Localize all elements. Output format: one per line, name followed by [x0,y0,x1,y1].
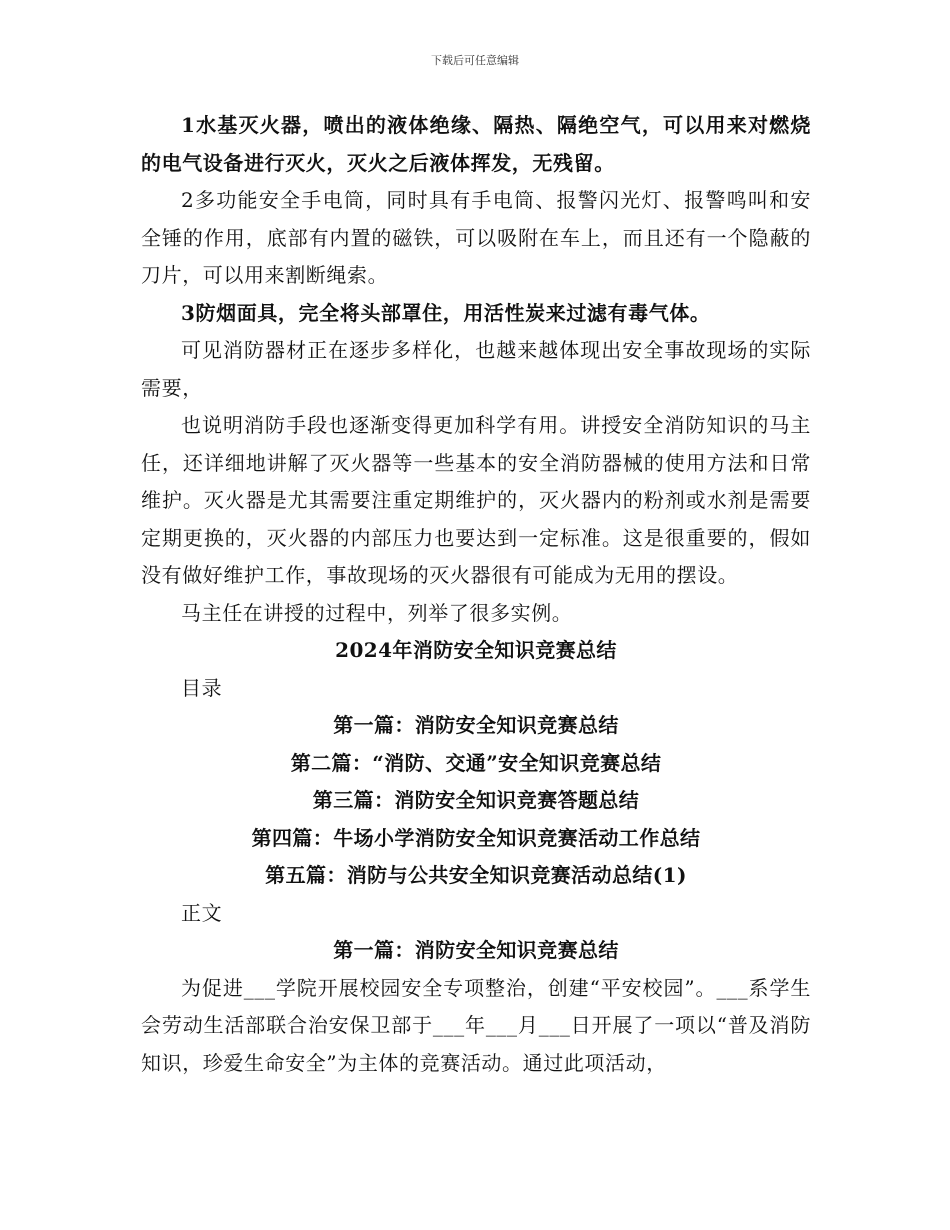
paragraph-smoke-mask: 3防烟面具，完全将头部罩住，用活性炭来过滤有毒气体。 [181,300,711,325]
body-label: 正文 [181,900,223,925]
toc-label: 目录 [181,675,223,700]
paragraph-flashlight: 2多功能安全手电筒，同时具有手电筒、报警闪光灯、报警鸣叫和安全锤的作用，底部有内置的磁铁，可以吸附在车上，而且还有一个隐蔽的刀片，可以用来割断绳索。 [141,188,811,287]
paragraph-maintenance: 也说明消防手段也逐渐变得更加科学有用。讲授安全消防知识的马主任，还详细地讲解了灭火器等一些基本的安全消防器械的使用方法和日常维护。灭火器是尤其需要注重定期维护的，灭火器内的粉剂或水剂是需要定期更换的，灭火器的内部压力也要达到一定标准。这是很重要的，假如没有做好维护工作，事故现场的灭火器很有可能成为无用的摆设。 [141,413,811,587]
paragraph-water-extinguisher: 1水基灭火器，喷出的液体绝缘、隔热、隔绝空气，可以用来对燃烧的电气设备进行灭火，灭火之后液体挥发，无残留。 [141,113,811,175]
paragraph-examples: 马主任在讲授的过程中，列举了很多实例。 [181,600,573,625]
paragraph-diversification: 可见消防器材正在逐步多样化，也越来越体现出安全事故现场的实际需要， [141,338,811,400]
toc-item-5: 第五篇：消防与公共安全知识竞赛活动总结(1) [265,863,687,887]
section-paragraph: 为促进___学院开展校园安全专项整治，创建“平安校园”。___系学生会劳动生活部联合治安保卫部于___年___月___日开展了一项以“普及消防知识，珍爱生命安全”为主体的竞赛活动。通过此项活动， [141,975,811,1075]
document-title: 2024年消防安全知识竞赛总结 [335,638,617,662]
document-body [141,107,811,1082]
toc-item-1: 第一篇：消防安全知识竞赛总结 [333,713,619,737]
page-header-note: 下载后可任意编辑 [431,54,519,67]
toc-item-2: 第二篇：“消防、交通”安全知识竞赛总结 [290,750,662,775]
section-heading: 第一篇：消防安全知识竞赛总结 [333,938,619,962]
toc-item-4: 第四篇：牛场小学消防安全知识竞赛活动工作总结 [251,825,701,850]
toc-item-3: 第三篇：消防安全知识竞赛答题总结 [312,788,640,812]
